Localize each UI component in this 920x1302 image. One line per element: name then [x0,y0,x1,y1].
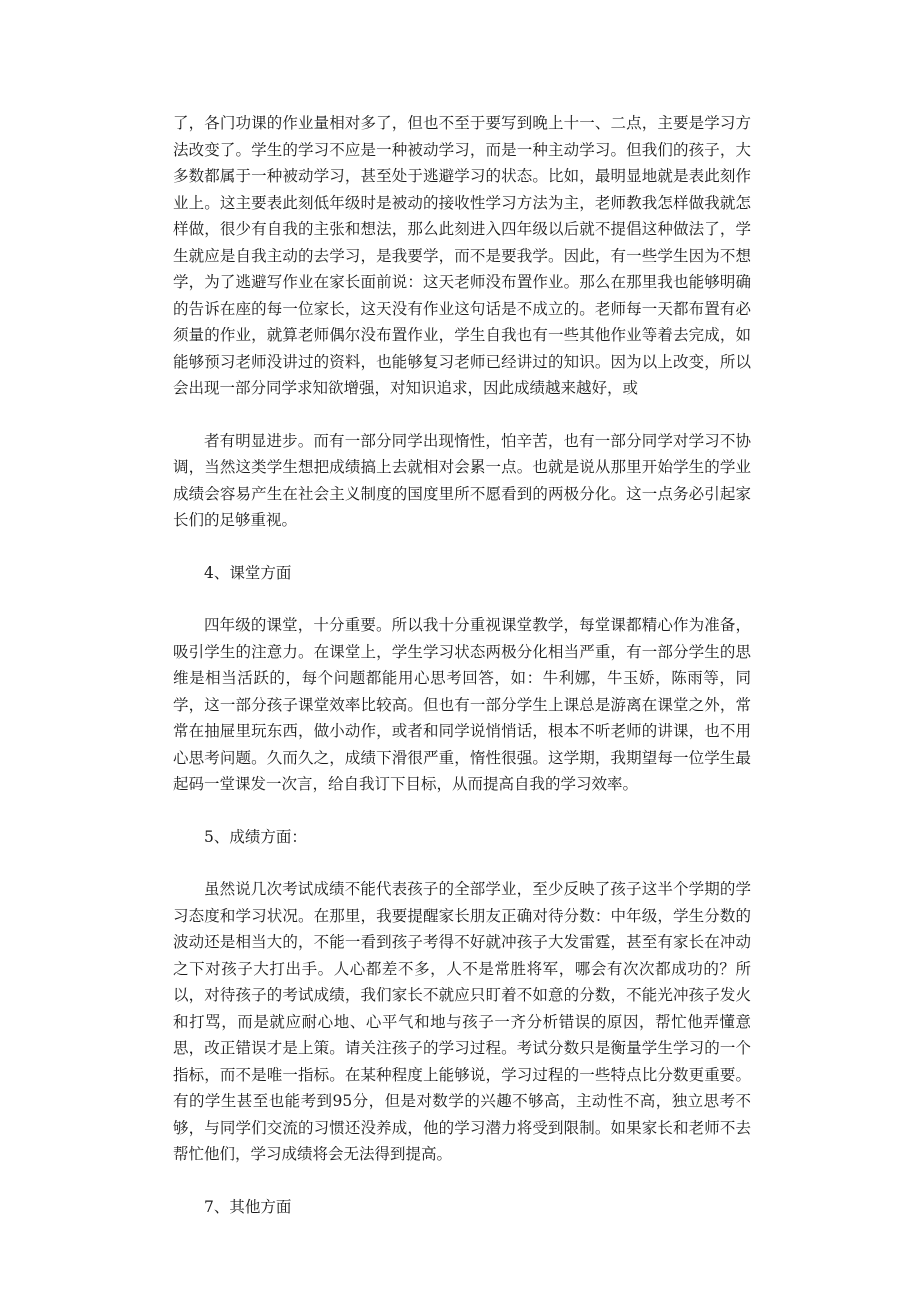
paragraph-gap [173,850,751,876]
section-heading-classroom: 4、课堂方面 [204,563,292,582]
paragraph-gap [173,402,751,428]
paragraph-gap [173,1168,751,1194]
document-body [173,110,751,1220]
paragraph-polarization: 者有明显进步。而有一部分同学出现惰性，怕辛苦，也有一部分同学对学习不协调，当然这类学生想把成绩搞上去就相对会累一点。也就是说从那里开始学生的学业成绩会容易产生在社会主义制度的国度里所不愿看到的两极分化。这一点务必引起家长们的足够重视。 [173,431,751,529]
paragraph-gap [173,534,751,560]
section-heading-grades: 5、成绩方面： [204,827,307,846]
paragraph-gap [173,586,751,612]
paragraph-classroom: 四年级的课堂，十分重要。所以我十分重视课堂教学，每堂课都精心作为准备，吸引学生的注意力。在课堂上，学生学习状态两极分化相当严重，有一部分学生的思维是相当活跃的，每个问题都能用心思考回答，如：牛利娜，牛玉娇，陈雨等，同学，这一部分孩子课堂效率比较高。但也有一部分学生上课总是游离在课堂之外，常常在抽屉里玩东西，做小动作，或者和同学说悄悄话，根本不听老师的讲课，也不用心思考问题。久而久之，成绩下滑很严重，惰性很强。这学期，我期望每一位学生最起码一堂课发一次言，给自我订下目标，从而提高自我的学习效率。 [173,616,751,793]
paragraph-grades: 虽然说几次考试成绩不能代表孩子的全部学业，至少反映了孩子这半个学期的学习态度和学习状况。在那里，我要提醒家长朋友正确对待分数：中年级，学生分数的波动还是相当大的，不能一看到孩子考得不好就冲孩子大发雷霆，甚至有家长在冲动之下对孩子大打出手。人心都差不多，人不是常胜将军，哪会有次次都成功的？所以，对待孩子的考试成绩，我们家长不就应只盯着不如意的分数，不能光冲孩子发火和打骂，而是就应耐心地、心平气和地与孩子一齐分析错误的原因，帮忙他弄懂意思，改正错误才是上策。请关注孩子的学习过程。考试分数只是衡量学生学习的一个指标，而不是唯一指标。在某种程度上能够说，学习过程的一些特点比分数更重要。有的学生甚至也能考到95分，但是对数学的兴趣不够高，主动性不高，独立思考不够，与同学们交流的习惯还没养成，他的学习潜力将受到限制。如果家长和老师不去帮忙他们，学习成绩将会无法得到提高。 [173,880,751,1163]
paragraph-homework: 了，各门功课的作业量相对多了，但也不至于要写到晚上十一、二点，主要是学习方法改变了。学生的学习不应是一种被动学习，而是一种主动学习。但我们的孩子，大多数都属于一种被动学习，甚至处于逃避学习的状态。比如，最明显地就是表此刻作业上。这主要表此刻低年级时是被动的接收性学习方法为主，老师教我怎样做我就怎样做，很少有自我的主张和想法，那么此刻进入四年级以后就不提倡这种做法了，学生就应是自我主动的去学习，是我要学，而不是要我学。因此，有一些学生因为不想学，为了逃避写作业在家长面前说：这天老师没布置作业。那么在那里我也能够明确的告诉在座的每一位家长，这天没有作业这句话是不成立的。老师每一天都布置有必须量的作业，就算老师偶尔没布置作业，学生自我也有一些其他作业等着去完成，如能够预习老师没讲过的资料，也能够复习老师已经讲过的知识。因为以上改变，所以会出现一部分同学求知欲增强，对知识追求，因此成绩越来越好，或 [173,114,751,397]
section-heading-other: 7、其他方面 [204,1197,292,1216]
paragraph-gap [173,798,751,824]
